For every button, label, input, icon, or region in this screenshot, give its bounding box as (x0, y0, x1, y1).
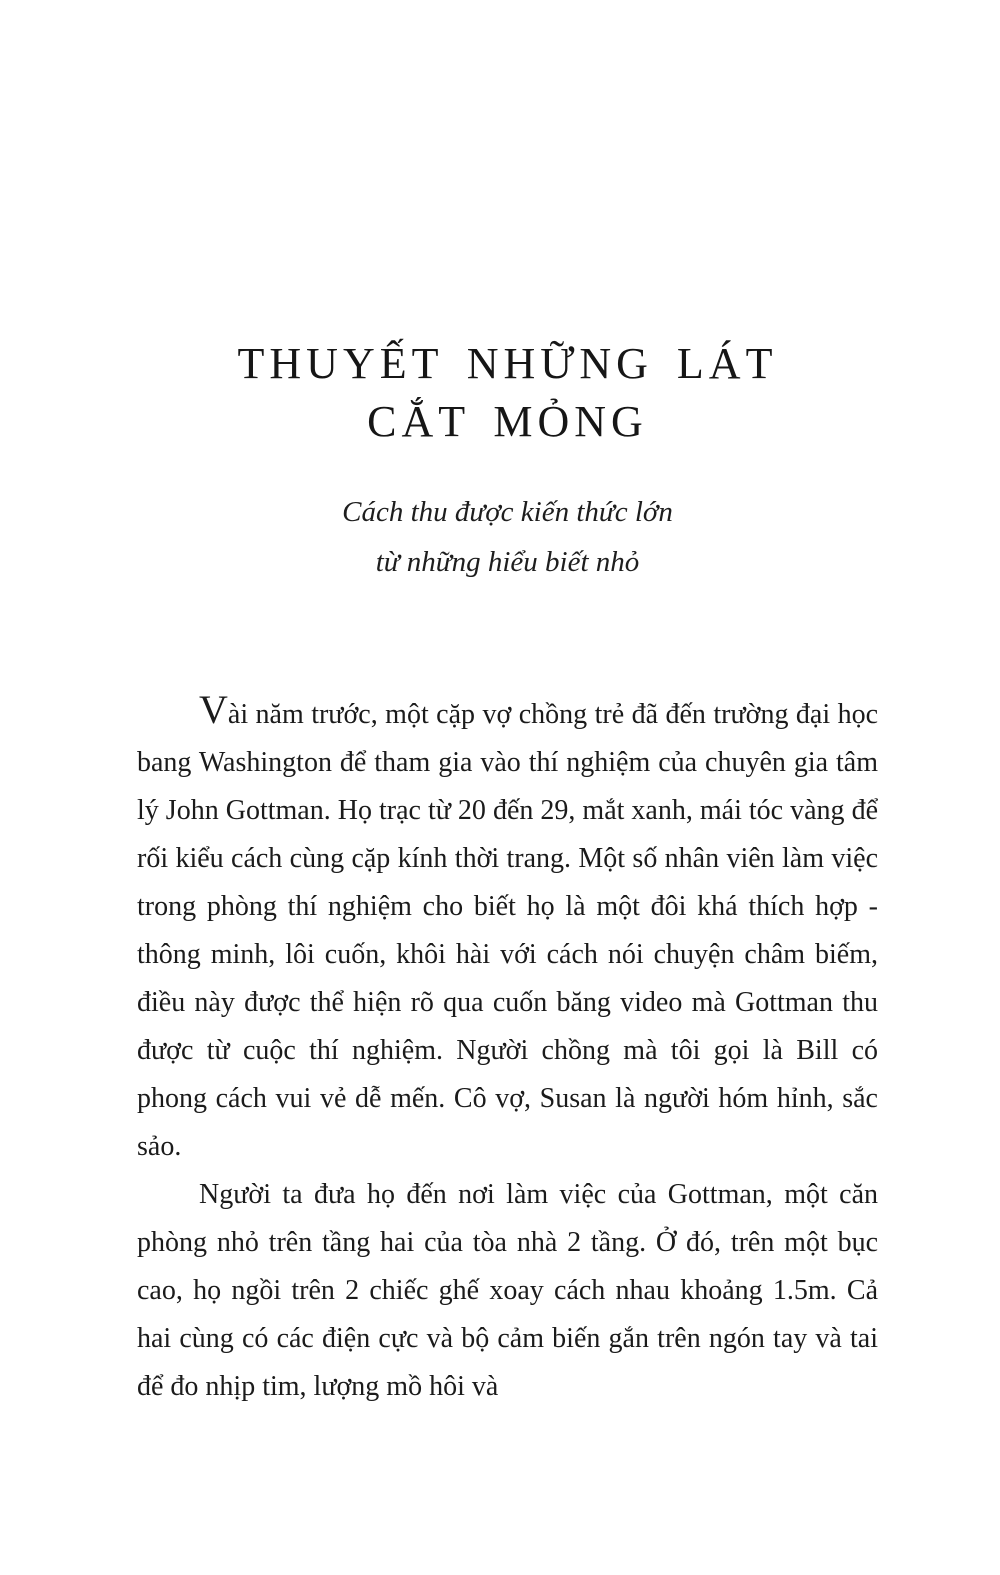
body-text (137, 687, 878, 1411)
chapter-subtitle (137, 487, 878, 587)
paragraph-2 (137, 1171, 878, 1411)
chapter-title-line2: CẮT MỎNG (367, 397, 648, 446)
chapter-title (137, 335, 878, 451)
paragraph-2-text: Người ta đưa họ đến nơi làm việc của Gottman, một căn phòng nhỏ trên tầng hai của tòa nhà 2 tầng. Ở đó, trên một bục cao, họ ngồi trên 2 chiếc ghế xoay cách nhau khoảng 1.5m. Cả hai cùng có các điện cực và bộ cảm biến gắn trên ngón tay và tai để đo nhịp tim, lượng mồ hôi và (137, 1179, 878, 1402)
chapter-subtitle-line2: từ những hiểu biết nhỏ (375, 546, 640, 578)
paragraph-1-text: ài năm trước, một cặp vợ chồng trẻ đã đến trường đại học bang Washington để tham gia vào thí nghiệm của chuyên gia tâm lý John Gottman. Họ trạc từ 20 đến 29, mắt xanh, mái tóc vàng để rối kiểu cách cùng cặp kính thời trang. Một số nhân viên làm việc trong phòng thí nghiệm cho biết họ là một đôi khá thích hợp - thông minh, lôi cuốn, khôi hài với cách nói chuyện châm biếm, điều này được thể hiện rõ qua cuốn băng video mà Gottman thu được từ cuộc thí nghiệm. Người chồng mà tôi gọi là Bill có phong cách vui vẻ dễ mến. Cô vợ, Susan là người hóm hỉnh, sắc sảo. (137, 699, 878, 1162)
chapter-title-line1: THUYẾT NHỮNG LÁT (237, 339, 778, 388)
initial-cap: V (199, 687, 228, 732)
chapter-subtitle-line1: Cách thu được kiến thức lớn (342, 496, 673, 528)
paragraph-1 (137, 687, 878, 1171)
